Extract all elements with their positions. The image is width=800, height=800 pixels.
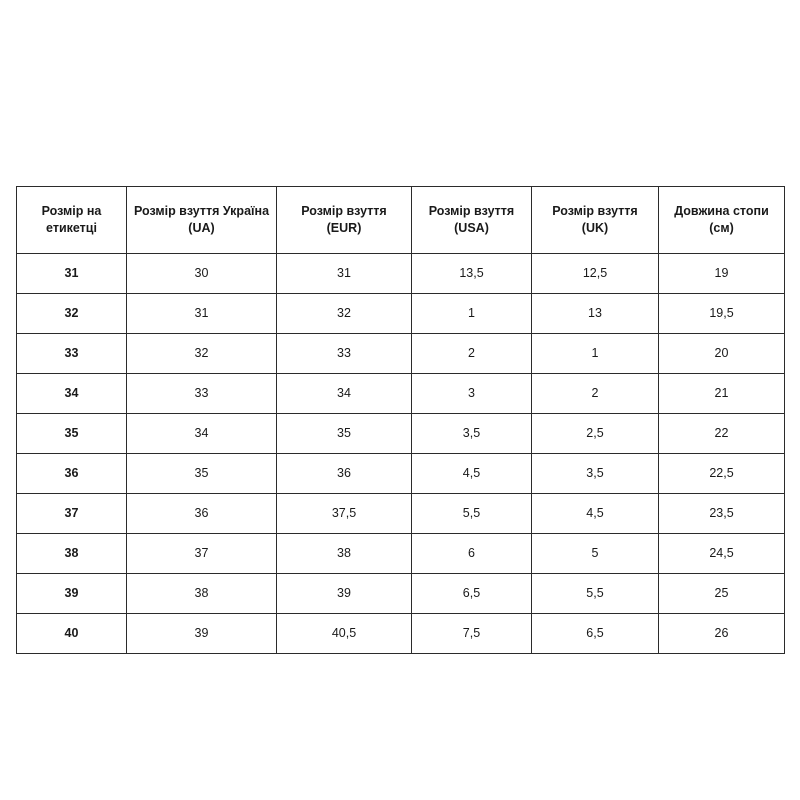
cell-uk-size: 13 (532, 294, 659, 334)
table-row (17, 254, 785, 294)
table-row (17, 374, 785, 414)
size-chart-container (16, 186, 784, 654)
cell-foot-length: 23,5 (659, 494, 785, 534)
cell-foot-length: 26 (659, 614, 785, 654)
cell-label-size: 35 (17, 414, 127, 454)
cell-ua-size: 31 (127, 294, 277, 334)
cell-foot-length: 22,5 (659, 454, 785, 494)
cell-ua-size: 37 (127, 534, 277, 574)
cell-label-size: 39 (17, 574, 127, 614)
cell-ua-size: 30 (127, 254, 277, 294)
cell-label-size: 34 (17, 374, 127, 414)
cell-foot-length: 19,5 (659, 294, 785, 334)
cell-eur-size: 38 (277, 534, 412, 574)
column-header-usa-size: Розмір взуття (USA) (412, 187, 532, 254)
cell-label-size: 36 (17, 454, 127, 494)
table-header (17, 187, 785, 254)
column-header-ua-size: Розмір взуття Україна (UA) (127, 187, 277, 254)
cell-usa-size: 5,5 (412, 494, 532, 534)
size-chart-table (16, 186, 785, 654)
cell-foot-length: 21 (659, 374, 785, 414)
table-row (17, 614, 785, 654)
cell-eur-size: 36 (277, 454, 412, 494)
cell-usa-size: 2 (412, 334, 532, 374)
cell-usa-size: 13,5 (412, 254, 532, 294)
table-row (17, 334, 785, 374)
cell-foot-length: 24,5 (659, 534, 785, 574)
cell-uk-size: 3,5 (532, 454, 659, 494)
cell-ua-size: 35 (127, 454, 277, 494)
cell-uk-size: 12,5 (532, 254, 659, 294)
cell-ua-size: 39 (127, 614, 277, 654)
cell-eur-size: 34 (277, 374, 412, 414)
table-row (17, 494, 785, 534)
cell-foot-length: 20 (659, 334, 785, 374)
cell-label-size: 37 (17, 494, 127, 534)
table-row (17, 454, 785, 494)
cell-eur-size: 40,5 (277, 614, 412, 654)
cell-uk-size: 2 (532, 374, 659, 414)
cell-foot-length: 22 (659, 414, 785, 454)
table-row (17, 414, 785, 454)
table-row (17, 294, 785, 334)
table-body (17, 254, 785, 654)
cell-ua-size: 34 (127, 414, 277, 454)
cell-usa-size: 6,5 (412, 574, 532, 614)
cell-eur-size: 37,5 (277, 494, 412, 534)
cell-label-size: 32 (17, 294, 127, 334)
cell-eur-size: 33 (277, 334, 412, 374)
cell-label-size: 33 (17, 334, 127, 374)
cell-ua-size: 33 (127, 374, 277, 414)
cell-eur-size: 39 (277, 574, 412, 614)
cell-uk-size: 5,5 (532, 574, 659, 614)
cell-uk-size: 4,5 (532, 494, 659, 534)
table-row (17, 534, 785, 574)
cell-uk-size: 5 (532, 534, 659, 574)
table-row (17, 574, 785, 614)
cell-label-size: 38 (17, 534, 127, 574)
cell-uk-size: 6,5 (532, 614, 659, 654)
cell-uk-size: 2,5 (532, 414, 659, 454)
cell-ua-size: 32 (127, 334, 277, 374)
table-header-row (17, 187, 785, 254)
column-header-eur-size: Розмір взуття (EUR) (277, 187, 412, 254)
column-header-uk-size: Розмір взуття (UK) (532, 187, 659, 254)
cell-uk-size: 1 (532, 334, 659, 374)
column-header-label-size: Розмір на етикетці (17, 187, 127, 254)
cell-foot-length: 25 (659, 574, 785, 614)
cell-usa-size: 4,5 (412, 454, 532, 494)
cell-usa-size: 1 (412, 294, 532, 334)
cell-usa-size: 6 (412, 534, 532, 574)
cell-usa-size: 7,5 (412, 614, 532, 654)
cell-ua-size: 36 (127, 494, 277, 534)
cell-label-size: 31 (17, 254, 127, 294)
cell-eur-size: 32 (277, 294, 412, 334)
cell-label-size: 40 (17, 614, 127, 654)
cell-eur-size: 35 (277, 414, 412, 454)
cell-usa-size: 3 (412, 374, 532, 414)
cell-foot-length: 19 (659, 254, 785, 294)
cell-eur-size: 31 (277, 254, 412, 294)
cell-ua-size: 38 (127, 574, 277, 614)
column-header-foot-length: Довжина стопи (см) (659, 187, 785, 254)
cell-usa-size: 3,5 (412, 414, 532, 454)
